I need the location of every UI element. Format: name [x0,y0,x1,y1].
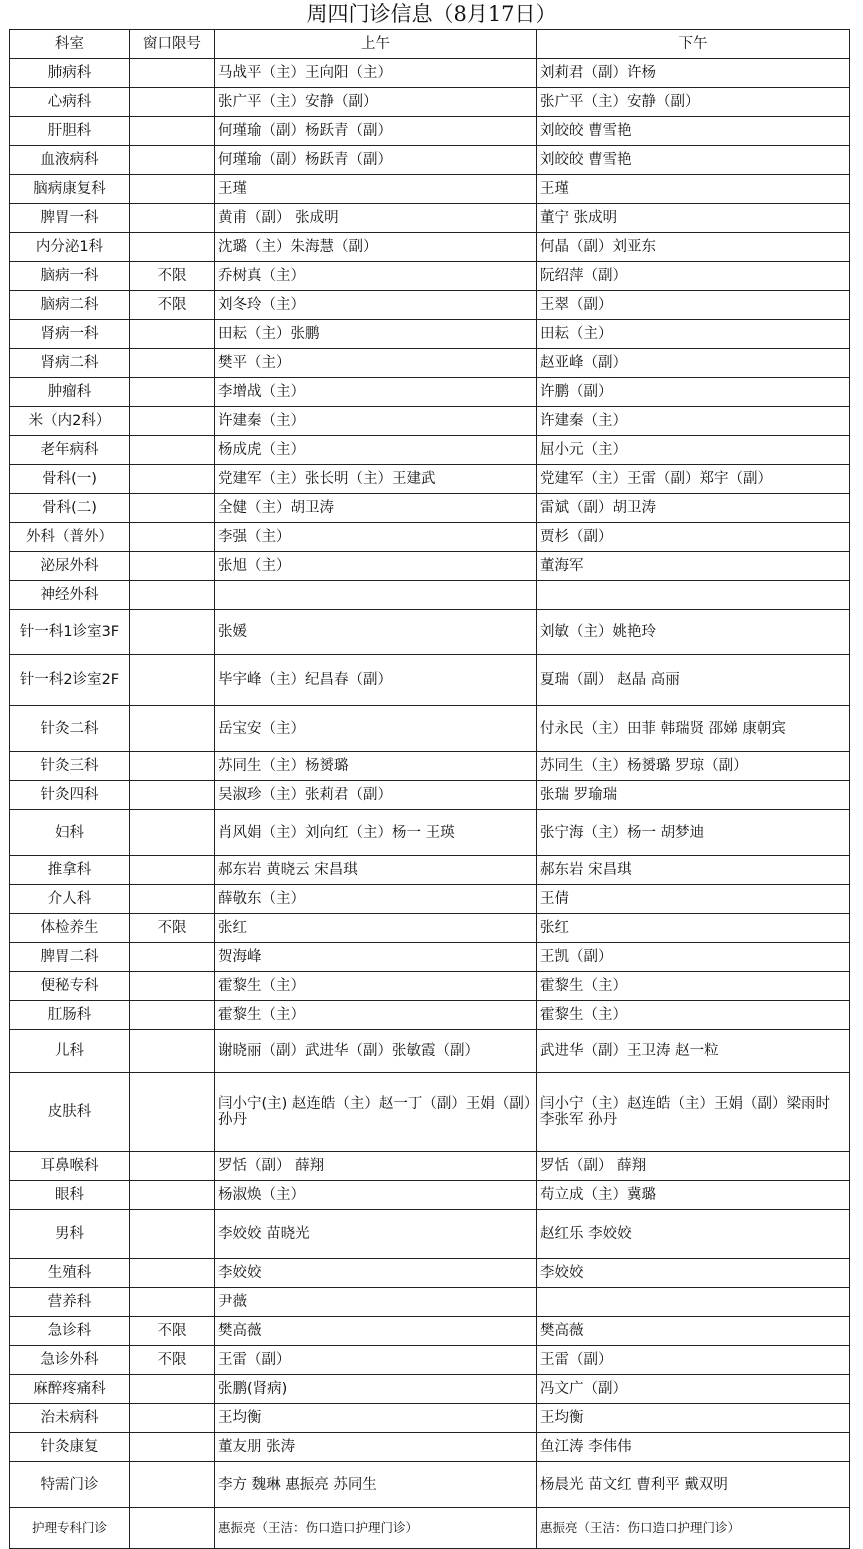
morning-cell: 肖风娟（主）刘向红（主）杨一 王瑛 [215,810,537,856]
table-row [10,1508,850,1549]
afternoon-cell: 董宁 张成明 [537,204,850,233]
window-limit-cell [130,1508,215,1549]
window-limit-cell: 不限 [130,291,215,320]
morning-cell: 杨淑焕（主） [215,1181,537,1210]
morning-cell [215,581,537,610]
window-limit-cell [130,88,215,117]
morning-cell: 刘冬玲（主） [215,291,537,320]
afternoon-cell: 闫小宁（主）赵连皓（主）王娟（副）梁雨时 李张军 孙丹 [537,1073,850,1152]
window-limit-cell [130,233,215,262]
window-limit-cell: 不限 [130,262,215,291]
dept-cell: 外科（普外） [10,523,130,552]
table-row [10,378,850,407]
morning-cell: 沈璐（主）朱海慧（副） [215,233,537,262]
afternoon-cell: 霍黎生（主） [537,972,850,1001]
window-limit-cell [130,1259,215,1288]
dept-cell: 脑病一科 [10,262,130,291]
afternoon-cell: 武进华（副）王卫涛 赵一粒 [537,1030,850,1073]
window-limit-cell [130,781,215,810]
morning-cell: 李强（主） [215,523,537,552]
afternoon-cell: 党建军（主）王雷（副）郑宇（副） [537,465,850,494]
window-limit-cell [130,943,215,972]
window-limit-cell: 不限 [130,1346,215,1375]
morning-cell: 樊平（主） [215,349,537,378]
morning-cell: 苏同生（主）杨赟璐 [215,752,537,781]
table-row [10,972,850,1001]
window-limit-cell [130,146,215,175]
afternoon-cell: 王瑾 [537,175,850,204]
table-row [10,1210,850,1259]
dept-cell: 肿瘤科 [10,378,130,407]
window-limit-cell [130,1433,215,1462]
dept-cell: 麻醉疼痛科 [10,1375,130,1404]
afternoon-cell: 郝东岩 宋昌琪 [537,856,850,885]
table-row [10,943,850,972]
window-limit-cell [130,655,215,706]
header-dept: 科室 [10,30,130,59]
window-limit-cell [130,1152,215,1181]
morning-cell: 张旭（主） [215,552,537,581]
dept-cell: 妇科 [10,810,130,856]
window-limit-cell [130,407,215,436]
table-row [10,610,850,655]
table-row [10,349,850,378]
dept-cell: 针一科1诊室3F [10,610,130,655]
afternoon-cell: 许建秦（主） [537,407,850,436]
dept-cell: 营养科 [10,1288,130,1317]
afternoon-cell: 张红 [537,914,850,943]
afternoon-cell: 阮绍萍（副） [537,262,850,291]
afternoon-cell: 许鹏（副） [537,378,850,407]
table-row [10,581,850,610]
afternoon-cell: 霍黎生（主） [537,1001,850,1030]
table-row [10,523,850,552]
window-limit-cell [130,1288,215,1317]
afternoon-cell [537,581,850,610]
afternoon-cell: 樊高薇 [537,1317,850,1346]
morning-cell: 闫小宁(主) 赵连皓（主）赵一丁（副）王娟（副）孙丹 [215,1073,537,1152]
afternoon-cell: 王雷（副） [537,1346,850,1375]
table-row [10,494,850,523]
afternoon-cell: 冯文广（副） [537,1375,850,1404]
dept-cell: 泌尿外科 [10,552,130,581]
table-row [10,262,850,291]
table-row [10,1181,850,1210]
window-limit-cell [130,552,215,581]
table-row [10,655,850,706]
morning-cell: 全健（主）胡卫涛 [215,494,537,523]
afternoon-cell: 张瑞 罗瑜瑞 [537,781,850,810]
window-limit-cell [130,610,215,655]
window-limit-cell [130,59,215,88]
morning-cell: 张广平（主）安静（副） [215,88,537,117]
dept-cell: 推拿科 [10,856,130,885]
afternoon-cell: 王翠（副） [537,291,850,320]
afternoon-cell: 刘皎皎 曹雪艳 [537,146,850,175]
window-limit-cell [130,1001,215,1030]
dept-cell: 脾胃一科 [10,204,130,233]
header-row [10,30,850,59]
window-limit-cell [130,1030,215,1073]
morning-cell: 贺海峰 [215,943,537,972]
dept-cell: 脾胃二科 [10,943,130,972]
window-limit-cell [130,1404,215,1433]
window-limit-cell [130,465,215,494]
afternoon-cell: 刘敏（主）姚艳玲 [537,610,850,655]
dept-cell: 治未病科 [10,1404,130,1433]
window-limit-cell [130,204,215,233]
dept-cell: 介人科 [10,885,130,914]
morning-cell: 许建秦（主） [215,407,537,436]
afternoon-cell: 王凯（副） [537,943,850,972]
table-row [10,1346,850,1375]
table-row [10,59,850,88]
afternoon-cell: 贾杉（副） [537,523,850,552]
dept-cell: 米（内2科） [10,407,130,436]
morning-cell: 张媛 [215,610,537,655]
morning-cell: 李姣姣 [215,1259,537,1288]
window-limit-cell [130,856,215,885]
afternoon-cell: 苟立成（主）冀璐 [537,1181,850,1210]
afternoon-cell: 苏同生（主）杨赟璐 罗琼（副） [537,752,850,781]
dept-cell: 骨科(一) [10,465,130,494]
table-row [10,465,850,494]
window-limit-cell: 不限 [130,1317,215,1346]
dept-cell: 肝胆科 [10,117,130,146]
table-row [10,752,850,781]
header-morning: 上午 [215,30,537,59]
morning-cell: 毕宇峰（主）纪昌春（副） [215,655,537,706]
morning-cell: 杨成虎（主） [215,436,537,465]
afternoon-cell: 罗恬（副） 薛翔 [537,1152,850,1181]
dept-cell: 儿科 [10,1030,130,1073]
table-row [10,88,850,117]
window-limit-cell [130,494,215,523]
morning-cell: 罗恬（副） 薛翔 [215,1152,537,1181]
afternoon-cell: 王均衡 [537,1404,850,1433]
window-limit-cell [130,1375,215,1404]
table-row [10,291,850,320]
header-afternoon: 下午 [537,30,850,59]
dept-cell: 骨科(二) [10,494,130,523]
dept-cell: 肺病科 [10,59,130,88]
table-row [10,1462,850,1508]
table-row [10,204,850,233]
afternoon-cell: 屈小元（主） [537,436,850,465]
dept-cell: 脑病康复科 [10,175,130,204]
dept-cell: 肛肠科 [10,1001,130,1030]
morning-cell: 惠振亮（王洁：伤口造口护理门诊） [215,1508,537,1549]
morning-cell: 乔树真（主） [215,262,537,291]
dept-cell: 血液病科 [10,146,130,175]
table-row [10,856,850,885]
dept-cell: 男科 [10,1210,130,1259]
schedule-table [9,29,850,1549]
table-row [10,1152,850,1181]
morning-cell: 黄甫（副） 张成明 [215,204,537,233]
dept-cell: 体检养生 [10,914,130,943]
dept-cell: 针灸四科 [10,781,130,810]
dept-cell: 特需门诊 [10,1462,130,1508]
window-limit-cell: 不限 [130,914,215,943]
afternoon-cell: 夏瑞（副） 赵晶 高丽 [537,655,850,706]
morning-cell: 谢晓丽（副）武进华（副）张敏霞（副） [215,1030,537,1073]
dept-cell: 耳鼻喉科 [10,1152,130,1181]
afternoon-cell: 董海军 [537,552,850,581]
dept-cell: 肾病二科 [10,349,130,378]
dept-cell: 护理专科门诊 [10,1508,130,1549]
dept-cell: 针灸康复 [10,1433,130,1462]
afternoon-cell: 付永民（主）田菲 韩瑞贤 邵娣 康朝宾 [537,706,850,752]
dept-cell: 心病科 [10,88,130,117]
afternoon-cell: 赵红乐 李姣姣 [537,1210,850,1259]
table-row [10,1404,850,1433]
table-row [10,175,850,204]
table-row [10,320,850,349]
morning-cell: 王雷（副） [215,1346,537,1375]
window-limit-cell [130,117,215,146]
window-limit-cell [130,810,215,856]
morning-cell: 岳宝安（主） [215,706,537,752]
afternoon-cell: 惠振亮（王洁：伤口造口护理门诊） [537,1508,850,1549]
window-limit-cell [130,1210,215,1259]
table-row [10,1259,850,1288]
afternoon-cell: 雷斌（副）胡卫涛 [537,494,850,523]
table-row [10,1375,850,1404]
afternoon-cell: 张广平（主）安静（副） [537,88,850,117]
morning-cell: 霍黎生（主） [215,972,537,1001]
table-row [10,1288,850,1317]
dept-cell: 针灸二科 [10,706,130,752]
afternoon-cell: 张宁海（主）杨一 胡梦迪 [537,810,850,856]
table-row [10,706,850,752]
table-row [10,1433,850,1462]
morning-cell: 董友朋 张涛 [215,1433,537,1462]
table-row [10,810,850,856]
table-row [10,1317,850,1346]
morning-cell: 王瑾 [215,175,537,204]
window-limit-cell [130,752,215,781]
window-limit-cell [130,581,215,610]
table-row [10,885,850,914]
morning-cell: 张红 [215,914,537,943]
afternoon-cell [537,1288,850,1317]
window-limit-cell [130,523,215,552]
table-row [10,1001,850,1030]
dept-cell: 针灸三科 [10,752,130,781]
dept-cell: 眼科 [10,1181,130,1210]
dept-cell: 皮肤科 [10,1073,130,1152]
morning-cell: 霍黎生（主） [215,1001,537,1030]
window-limit-cell [130,706,215,752]
table-row [10,233,850,262]
afternoon-cell: 杨晨光 苗文红 曹利平 戴双明 [537,1462,850,1508]
dept-cell: 老年病科 [10,436,130,465]
morning-cell: 马战平（主）王向阳（主） [215,59,537,88]
window-limit-cell [130,349,215,378]
table-row [10,552,850,581]
table-row [10,914,850,943]
afternoon-cell: 李姣姣 [537,1259,850,1288]
table-row [10,117,850,146]
morning-cell: 王均衡 [215,1404,537,1433]
morning-cell: 田耘（主）张鹏 [215,320,537,349]
dept-cell: 急诊科 [10,1317,130,1346]
dept-cell: 便秘专科 [10,972,130,1001]
window-limit-cell [130,885,215,914]
afternoon-cell: 刘皎皎 曹雪艳 [537,117,850,146]
afternoon-cell: 鱼江涛 李伟伟 [537,1433,850,1462]
table-row [10,407,850,436]
morning-cell: 薛敬东（主） [215,885,537,914]
table-row [10,436,850,465]
morning-cell: 何瑾瑜（副）杨跃青（副） [215,117,537,146]
dept-cell: 神经外科 [10,581,130,610]
afternoon-cell: 田耘（主） [537,320,850,349]
dept-cell: 针一科2诊室2F [10,655,130,706]
morning-cell: 郝东岩 黄晓云 宋昌琪 [215,856,537,885]
afternoon-cell: 王倩 [537,885,850,914]
table-row [10,1073,850,1152]
table-row [10,146,850,175]
dept-cell: 生殖科 [10,1259,130,1288]
window-limit-cell [130,378,215,407]
morning-cell: 李方 魏琳 惠振亮 苏同生 [215,1462,537,1508]
morning-cell: 李增战（主） [215,378,537,407]
dept-cell: 脑病二科 [10,291,130,320]
afternoon-cell: 何晶（副）刘亚东 [537,233,850,262]
table-row [10,781,850,810]
window-limit-cell [130,1462,215,1508]
morning-cell: 党建军（主）张长明（主）王建武 [215,465,537,494]
dept-cell: 急诊外科 [10,1346,130,1375]
morning-cell: 何瑾瑜（副）杨跃青（副） [215,146,537,175]
window-limit-cell [130,320,215,349]
window-limit-cell [130,1073,215,1152]
dept-cell: 肾病一科 [10,320,130,349]
window-limit-cell [130,175,215,204]
morning-cell: 吴淑珍（主）张莉君（副） [215,781,537,810]
window-limit-cell [130,436,215,465]
page-title: 周四门诊信息（8月17日） [306,2,557,26]
afternoon-cell: 赵亚峰（副） [537,349,850,378]
header-window-limit: 窗口限号 [130,30,215,59]
morning-cell: 李姣姣 苗晓光 [215,1210,537,1259]
morning-cell: 樊高薇 [215,1317,537,1346]
window-limit-cell [130,972,215,1001]
afternoon-cell: 刘莉君（副）许杨 [537,59,850,88]
dept-cell: 内分泌1科 [10,233,130,262]
table-row [10,1030,850,1073]
morning-cell: 尹薇 [215,1288,537,1317]
window-limit-cell [130,1181,215,1210]
morning-cell: 张鹏(肾病) [215,1375,537,1404]
